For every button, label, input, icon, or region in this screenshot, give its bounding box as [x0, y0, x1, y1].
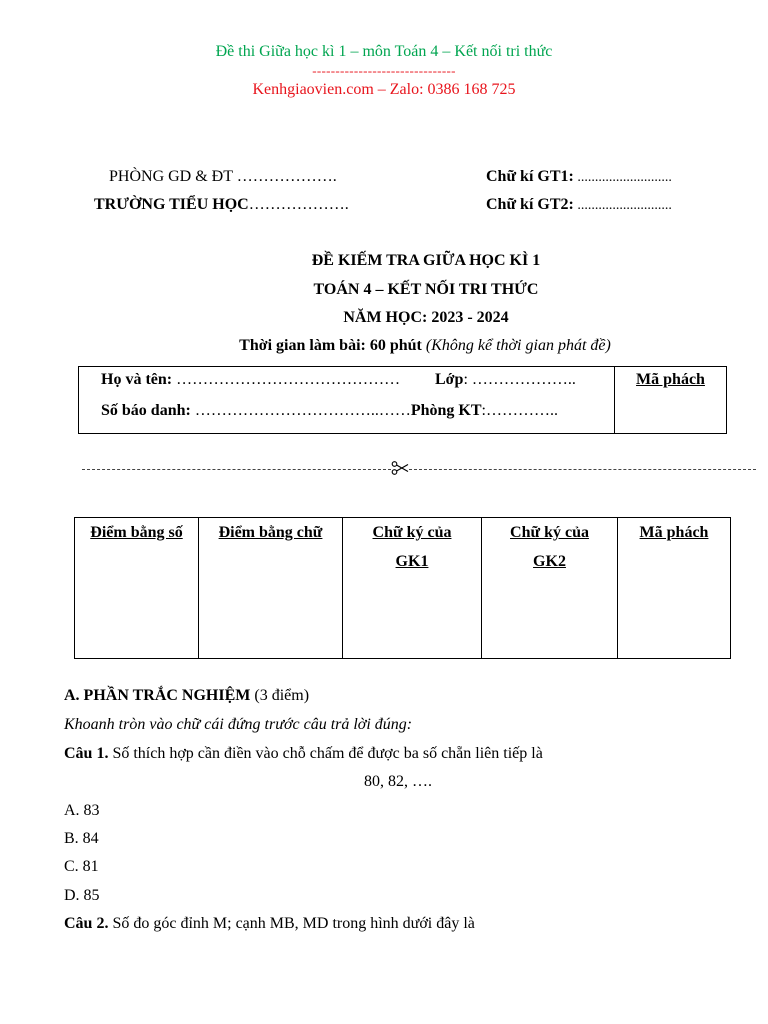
student-name-line [101, 371, 400, 389]
exam-time-label: Thời gian làm bài: 60 phút [239, 337, 426, 354]
code-cell [615, 367, 727, 434]
question-1 [64, 745, 543, 763]
signature-gt2-line [486, 196, 672, 214]
document-header-title: Đề thi Giữa học kì 1 – môn Toán 4 – Kết nối tri thức [215, 43, 553, 60]
student-info-table [78, 366, 727, 434]
gk1-signature-cell [343, 518, 482, 659]
exam-title: ĐỀ KIẾM TRA GIỮA HỌC KÌ 1 [311, 252, 541, 269]
signature-gt1-dots: ........................... [573, 170, 672, 185]
question-1-text: Số thích hợp cần điền vào chỗ chấm để được ba số chẵn liên tiếp là [108, 745, 543, 762]
header-divider: ------------------------------- [312, 63, 456, 78]
signature-gt1-label: Chữ kí GT1: [486, 168, 574, 185]
question-1-sequence: 80, 82, …. [364, 773, 432, 790]
school-label: TRƯỜNG TIỂU HỌC [94, 196, 249, 213]
score-number-cell [75, 518, 199, 659]
room-label: Phòng KT [410, 402, 482, 419]
school-line [94, 196, 349, 214]
cut-line-left [82, 469, 391, 470]
score-code-header: Mã phách [639, 524, 709, 541]
score-number-header: Điểm bằng số [90, 524, 183, 541]
section-a-instruction: Khoanh tròn vào chữ cái đứng trước câu trả lời đúng: [64, 716, 413, 733]
exam-time-line [0, 337, 768, 355]
exam-subject: TOÁN 4 – KẾT NỐI TRI THỨC [313, 281, 539, 298]
class-dots: : ……………….. [463, 371, 576, 388]
question-1-option-c[interactable]: C. 81 [64, 858, 99, 875]
question-1-option-d[interactable]: D. 85 [64, 887, 100, 904]
question-1-option-b[interactable]: B. 84 [64, 830, 99, 847]
student-info-cell [79, 367, 615, 434]
student-name-label: Họ và tên: [101, 371, 173, 388]
question-1-label: Câu 1. [64, 745, 109, 762]
section-a-heading [64, 687, 309, 705]
class-label: Lớp [435, 371, 464, 388]
department-label: PHÒNG GD & ĐT [109, 168, 233, 185]
signature-gt2-dots: ........................... [573, 198, 672, 213]
section-a-points: (3 điểm) [250, 687, 310, 704]
gk1-header-line2: GK1 [395, 553, 429, 570]
department-line [109, 168, 337, 186]
gk2-signature-cell [482, 518, 618, 659]
exam-year: NĂM HỌC: 2023 - 2024 [343, 309, 509, 326]
signature-gt1-line [486, 168, 672, 186]
gk1-header-line1: Chữ ký của [372, 524, 452, 541]
room-dots: :………….. [481, 402, 558, 419]
question-2-label: Câu 2. [64, 915, 109, 932]
score-words-header: Điểm bằng chữ [218, 524, 323, 541]
score-code-cell [618, 518, 731, 659]
exam-time-note: (Không kể thời gian phát đề) [425, 337, 611, 354]
scissors-icon [391, 459, 409, 477]
score-words-cell [199, 518, 343, 659]
question-2 [64, 915, 475, 933]
question-1-option-a[interactable]: A. 83 [64, 802, 100, 819]
score-table [74, 517, 731, 659]
header-contact: Kenhgiaovien.com – Zalo: 0386 168 725 [252, 81, 516, 98]
code-label: Mã phách [636, 371, 705, 388]
sbd-label: Số báo danh: [101, 402, 191, 419]
school-dots: ………………. [248, 196, 349, 213]
signature-gt2-label: Chữ kí GT2: [486, 196, 574, 213]
gk2-header-line2: GK2 [533, 553, 566, 570]
gk2-header-line1: Chữ ký của [510, 524, 589, 541]
question-2-text: Số đo góc đỉnh M; cạnh MB, MD trong hình dưới đây là [108, 915, 475, 932]
sbd-dots: ……………………………..…… [190, 402, 411, 419]
department-dots: ………………. [232, 168, 337, 185]
student-name-dots: …………………………………… [172, 371, 401, 388]
class-line [435, 371, 576, 389]
sbd-line [101, 402, 558, 420]
section-a-title: A. PHẦN TRẮC NGHIỆM [64, 687, 251, 704]
cut-line-right [409, 469, 756, 470]
